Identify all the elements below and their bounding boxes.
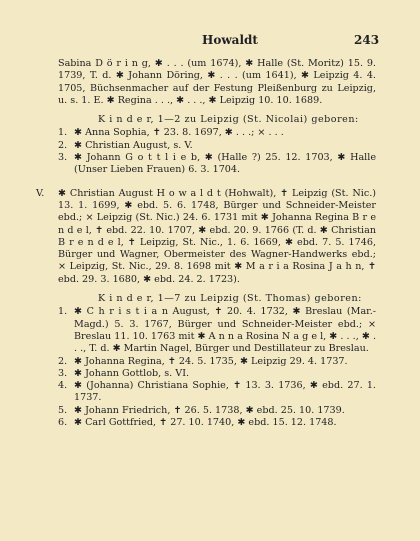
item-text: ✱ (Johanna) Christiana Sophie, ✝ 13. 3. 1736, ✱ ebd. 27. 1. 1737. (74, 380, 376, 404)
children-heading: K i n d e r, 1—2 zu Leipzig (St. Nicolai) geboren: (98, 114, 359, 126)
list-item (58, 417, 376, 429)
children-heading: K i n d e r, 1—7 zu Leipzig (St. Thomas) geboren: (98, 293, 362, 305)
running-title: Howaldt (202, 33, 258, 47)
item-number: 2. (58, 355, 68, 367)
generation-paragraph: ✱ Christian August H o w a l d t (Hohwalt), ✝ Leipzig (St. Nic.) 13. 1. 1699, ✱ ebd. 5. 6. 1748, Bürger und Schneider-Meister ebd.; × Leipzig (St. Nic.) 24. 6. 1731 mit ✱ Johanna Regina B r e n d e l, ✝ ebd. 22. 10. 1707, ✱ ebd. 20. 9. 1766 (T. d. ✱ Christian B r e n d e l, ✝ Leipzig, St. Nic., 1. 6. 1669, ✱ ebd. 7. 5. 1746, Bürger und Wagner, Obermeister des Wagner-Handwerks ebd.; × Leipzig, St. Nic., 29. 8. 1698 mit ✱ M a r i a Rosina J a h n, ✝ ebd. 29. 3. 1680, ✱ ebd. 24. 2. 1723). (58, 187, 376, 285)
item-number: 6. (58, 417, 68, 429)
item-number: 3. (58, 152, 68, 164)
item-text: ✱ Johanna Regina, ✝ 24. 5. 1735, ✱ Leipzig 29. 4. 1737. (74, 355, 348, 367)
page-body (36, 58, 376, 429)
list-item (58, 140, 376, 152)
item-text: ✱ C h r i s t i a n August, ✝ 20. 4. 1732, ✱ Breslau (Mar.-Magd.) 5. 3. 1767, Bürger und Schneider-Meister ebd.; × Breslau 11. 10. 1763 mit ✱ A n n a Rosina N a g e l, ✱ . . ., ✱ . . ., T. d. ✱ Martin Nagel, Bürger und Destillateur zu Breslau. (74, 306, 376, 355)
item-number: 4. (58, 380, 68, 392)
item-number: 2. (58, 139, 68, 151)
list-item (58, 306, 376, 355)
list-item (58, 356, 376, 368)
intro-paragraph: Sabina D ö r i n g, ✱ . . . (um 1674), ✱ Halle (St. Moritz) 15. 9. 1739, T. d. ✱ Johann Döring, ✱ . . . (um 1641), ✱ Leipzig 4. 4. 1705, Büchsenmacher auf der Festung Pleißenburg zu Leipzig, u. s. 1. E. ✱ Regina . . ., ✱ . . ., ✱ Leipzig 10. 10. 1689. (58, 58, 376, 106)
page-header (0, 33, 420, 49)
page-number: 243 (354, 33, 380, 47)
item-text: ✱ Christian August, s. V. (74, 139, 193, 151)
list-item (58, 127, 376, 139)
item-text: ✱ Johann G o t t l i e b, ✱ (Halle ?) 25. 12. 1703, ✱ Halle (Unser Lieben Frauen) 6. 3. 1704. (74, 152, 376, 176)
item-number: 5. (58, 404, 68, 416)
list-item (58, 368, 376, 380)
generation-numeral: V. (36, 187, 45, 199)
item-number: 3. (58, 367, 68, 379)
list-item (58, 405, 376, 417)
list-item (58, 152, 376, 177)
item-text: ✱ Johann Friedrich, ✝ 26. 5. 1738, ✱ ebd. 25. 10. 1739. (74, 404, 345, 416)
item-number: 1. (58, 306, 68, 318)
item-text: ✱ Carl Gottfried, ✝ 27. 10. 1740, ✱ ebd. 15. 12. 1748. (74, 417, 337, 429)
item-text: ✱ Anna Sophia, ✝ 23. 8. 1697, ✱ . . .; × . . . (74, 127, 284, 139)
list-item (58, 380, 376, 405)
item-text: ✱ Johann Gottlob, s. VI. (74, 367, 190, 379)
generation-v-section (36, 187, 376, 430)
item-number: 1. (58, 127, 68, 139)
children-section-a (58, 114, 376, 176)
